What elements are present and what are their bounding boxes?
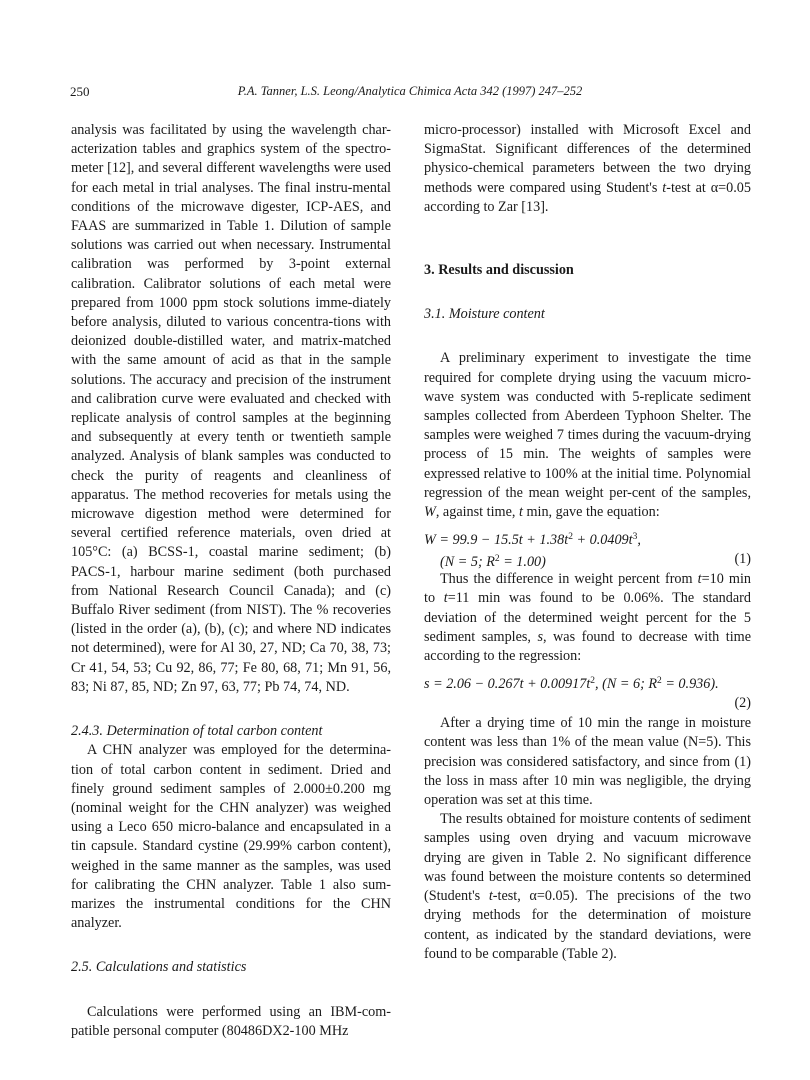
equation-2: $s = 2.06 - 0.267t + 0.00917t^2$, (N = 6; $R^2 = 0.936$).: [424, 676, 719, 693]
paragraph-carbon: A CHN analyzer was employed for the determina-tion of total carbon content in sediment. Dried and finely ground sediment samples of 2.000±0.200 mg (nominal weight for the CHN analyzer) was weighed using a Leco 650 micro-balance and encapsulated in a tin capsule. Standard cystine (29.99% carbon content), weighed in the same manner as the samples, was used for calibrating the CHN analyzer. Table 1 also sum-marizes the instrumental conditions for the CHN analyzer.: [71, 742, 391, 932]
paragraph-difference: Thus the difference in weight percent from t=10 min to t=11 min was found to be 0.06%. The standard deviation of the determined weight percent for the 5 sediment samples, s, was found to decrease with time according to the regression:: [424, 571, 751, 665]
left-column: [71, 121, 391, 1041]
subsection-3-1-title: 3.1. Moisture content: [424, 306, 545, 323]
paragraph-analysis: analysis was facilitated by using the wavelength char-acterization tables and graphics system of the spectro-meter [12], and several different wavelengths were used for each metal in trial analyses. The final instru-mental conditions of the microwave digester, ICP-AES, and FAAS are summarized in Table 1. Dilution of sample solutions was carried out when necessary. Instrumental calibration was performed by 3-point external calibration. Calibrator solutions of each metal were prepared from 1000 ppm stock solutions imme-diately before analysis, diluted to various concentra-tions with deionized double-distilled water, and matrix-matched with the same amount of acid as that in the sample solutions. The accuracy and precision of the instrument and calibration curve were evaluated and checked with replicate analysis of control samples at the beginning and subsequently at every tenth or twentieth sample analyzed. Analysis of blank samples was conducted to check the purity of reagents and cleanliness of apparatus. The method recoveries for metals using the microwave digestion method were determined for several certified reference materials, oven dried at 105°C: (a) BCSS-1, coastal marine sediment; (b) PACS-1, harbour marine sediment (both purchased from National Research Council Canada); and (c) Buffalo River sediment (from NIST). The % recoveries (listed in the order (a), (b), (c); and where ND indicates not determined), were for Al 30, 27, ND; Ca 70, 38, 73; Cr 41, 54, 53; Cu 92, 86, 77; Fe 80, 68, 71; Mn 91, 56, 83; Ni 87, 85, ND; Zn 97, 63, 77; Pb 74, 74, ND.: [71, 122, 391, 695]
subsection-2-5-title: 2.5. Calculations and statistics: [71, 959, 247, 976]
subsection-2-4-3-title: 2.4.3. Determination of total carbon content: [71, 723, 323, 740]
equation-2-number: (2): [734, 695, 751, 712]
paragraph-calculations: Calculations were performed using an IBM-com-patible personal computer (80486DX2-100 MHz: [71, 1003, 391, 1039]
equation-1-number: (1): [734, 551, 751, 568]
page-number: 250: [70, 84, 90, 99]
paragraph-statistics: micro-processor) installed with Microsoft Excel and SigmaStat. Significant differences of the determined physico-chemical parameters between the two drying methods were compared using Student's t-test at α=0.05 according to Zar [13].: [424, 122, 751, 215]
paragraph-preliminary: A preliminary experiment to investigate the time required for complete drying using the vacuum micro-wave system was conducted with 5-replicate sediment samples collected from Aberdeen Typhoon Shelter. The samples were weighed 7 times during the vacuum-drying process of 15 min. The weights of samples were expressed relative to 100% at the initial time. Polynomial regression of the mean weight per-cent of the samples, W, against time, t min, gave the equation:: [424, 350, 751, 521]
paragraph-drying-time: After a drying time of 10 min the range in moisture content was less than 1% of the mean value (N=5). This precision was considered satisfactory, and since from (1) the loss in mass after 10 min was negligible, the drying operation was set at this time.: [424, 715, 751, 809]
equation-1-conditions: (N = 5; $R^2 = 1.00$) (1): [424, 548, 751, 570]
paragraph-results: The results obtained for moisture contents of sediment samples using oven drying and vacuum microwave drying are given in Table 2. No significant difference was found between the moisture contents so determined (Student's t-test, α=0.05). The precisions of the two drying methods for the determination of moisture content, as indicated by the standard deviations, were found to be comparable (Table 2).: [424, 811, 751, 962]
page-header: [70, 84, 750, 102]
right-column: [424, 121, 751, 964]
running-head: P.A. Tanner, L.S. Leong/Analytica Chimica Acta 342 (1997) 247–252: [237, 84, 583, 98]
equation-2-number-row: [424, 692, 751, 714]
equation-1: $W = 99.9 - 15.5t + 1.38t^2 + 0.0409t^3$,: [424, 532, 641, 549]
section-3-title: 3. Results and discussion: [424, 262, 574, 279]
